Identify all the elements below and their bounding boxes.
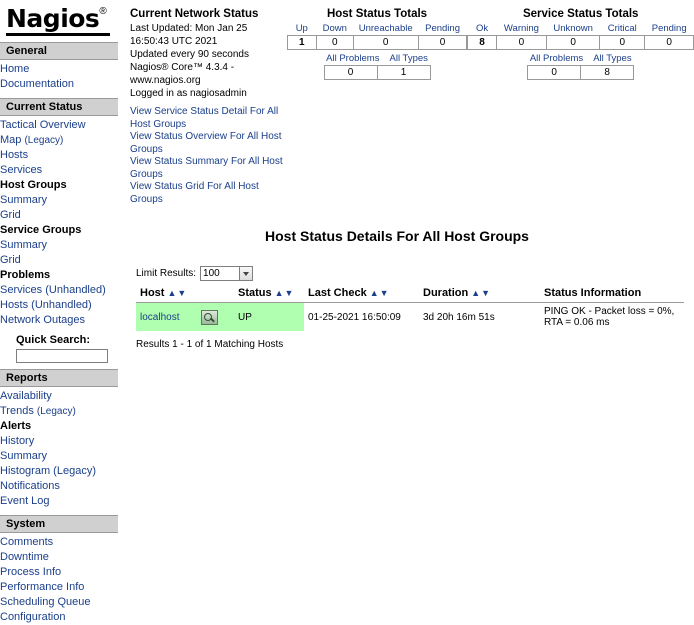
- sidebar-list-general: [0, 62, 118, 92]
- host-totals-table: [287, 23, 468, 50]
- sidebar-item-trends[interactable]: [0, 404, 118, 419]
- sidebar-item-downtime[interactable]: [0, 550, 118, 565]
- sidebar-item-tactical-overview[interactable]: [0, 118, 118, 133]
- sidebar-item-event-log-label[interactable]: Event Log: [0, 495, 50, 507]
- sidebar-item-alerts-histogram-label[interactable]: Histogram (Legacy): [0, 465, 96, 477]
- sidebar-item-alerts-label[interactable]: Alerts: [0, 420, 32, 432]
- logo-registered-mark: ®: [99, 6, 107, 17]
- sidebar-item-servicegroups-grid-label[interactable]: Grid: [0, 254, 21, 266]
- main-content: [130, 0, 694, 350]
- limit-results-input[interactable]: [200, 266, 240, 281]
- link-view-status-grid[interactable]: View Status Grid For All Host Groups: [130, 181, 259, 205]
- version-text: Nagios® Core™ 4.3.4 - www.nagios.org: [130, 62, 235, 86]
- sidebar-item-servicegroups-summary-label[interactable]: Summary: [0, 239, 48, 251]
- sidebar-item-hosts-unhandled[interactable]: [0, 298, 118, 313]
- sidebar-item-map-label[interactable]: Map: [0, 134, 22, 146]
- sidebar-section-system: System: [0, 515, 118, 533]
- sidebar-item-scheduling-queue-label[interactable]: Scheduling Queue: [0, 596, 91, 608]
- host-status-table: [136, 285, 684, 331]
- service-total-critical-value: 0: [600, 36, 645, 50]
- sidebar-item-alerts-summary[interactable]: [0, 449, 118, 464]
- sidebar-item-alerts-histogram[interactable]: [0, 464, 118, 479]
- sidebar-item-services-unhandled-label[interactable]: Services (Unhandled): [0, 284, 106, 296]
- column-header-host[interactable]: [136, 285, 234, 303]
- link-view-status-overview[interactable]: View Status Overview For All Host Groups: [130, 131, 282, 155]
- service-all-problems-count: 0: [528, 66, 581, 80]
- sidebar-item-availability-label[interactable]: Availability: [0, 390, 52, 402]
- host-totals-all-links: [287, 53, 468, 64]
- service-total-warning-value: 0: [496, 36, 546, 50]
- sidebar-item-hosts[interactable]: [0, 148, 118, 163]
- cell-status-information: PING OK - Packet loss = 0%, RTA = 0.06 ms: [540, 303, 684, 332]
- service-totals-all-links: [467, 53, 694, 64]
- sidebar-item-services[interactable]: [0, 163, 118, 178]
- quick-search-label: Quick Search:: [16, 334, 90, 346]
- host-all-types-count: 1: [377, 66, 430, 80]
- quick-search-input[interactable]: [16, 349, 108, 363]
- sort-arrows-status[interactable]: ▲▼: [274, 288, 295, 298]
- sidebar-list-reports: [0, 389, 118, 509]
- cell-duration: 3d 20h 16m 51s: [419, 303, 540, 332]
- link-view-status-summary[interactable]: View Status Summary For All Host Groups: [130, 156, 283, 180]
- link-view-service-status-detail[interactable]: View Service Status Detail For All Host Groups: [130, 106, 279, 130]
- sidebar-item-trends-legacy: (Legacy): [36, 406, 76, 417]
- sidebar-list-system: [0, 535, 118, 625]
- results-count-note: Results 1 - 1 of 1 Matching Hosts: [136, 339, 284, 350]
- sidebar-item-notifications-label[interactable]: Notifications: [0, 480, 60, 492]
- sidebar-item-notifications[interactable]: [0, 479, 118, 494]
- sidebar-item-comments[interactable]: [0, 535, 118, 550]
- host-status-totals: [287, 8, 468, 80]
- status-header-row: [130, 0, 694, 206]
- host-all-problems-count: 0: [324, 66, 377, 80]
- column-header-last-check-label: Last Check: [308, 287, 367, 299]
- sidebar-item-process-info[interactable]: [0, 565, 118, 580]
- cell-host[interactable]: [136, 303, 234, 332]
- sidebar-item-services-label[interactable]: Services: [0, 164, 43, 176]
- cell-status: UP: [234, 303, 304, 332]
- service-status-totals-title: Service Status Totals: [522, 8, 639, 20]
- sort-arrows-host[interactable]: ▲▼: [167, 288, 188, 298]
- page-title: Host Status Details For All Host Groups: [265, 228, 529, 244]
- limit-results-row: [136, 266, 694, 281]
- last-updated-text: Last Updated: Mon Jan 25 16:50:43 UTC 2021: [130, 23, 248, 47]
- sidebar-item-performance-info[interactable]: [0, 580, 118, 595]
- service-total-unknown-value: 0: [547, 36, 600, 50]
- host-status-table-body: [136, 303, 684, 332]
- sidebar-item-downtime-label[interactable]: Downtime: [0, 551, 49, 563]
- sort-arrows-last-check[interactable]: ▲▼: [369, 288, 390, 298]
- column-header-duration-label: Duration: [423, 287, 469, 299]
- current-network-status-title: Current Network Status: [130, 8, 259, 20]
- sidebar-item-host-groups-label[interactable]: Host Groups: [0, 179, 67, 191]
- sidebar-item-configuration[interactable]: [0, 610, 118, 625]
- sidebar-item-scheduling-queue[interactable]: [0, 595, 118, 610]
- sidebar-item-configuration-label[interactable]: Configuration: [0, 611, 66, 623]
- column-header-last-check[interactable]: [304, 285, 419, 303]
- sidebar-item-home-label[interactable]: Home: [0, 63, 30, 75]
- sidebar-item-documentation-label[interactable]: Documentation: [0, 78, 74, 90]
- sidebar-item-hostgroups-grid[interactable]: [0, 208, 118, 223]
- service-total-header-unknown[interactable]: Unknown: [553, 23, 593, 34]
- limit-results-label: Limit Results:: [136, 268, 197, 280]
- logged-in-text: Logged in as nagiosadmin: [130, 88, 247, 99]
- sidebar-item-alerts-history[interactable]: [0, 434, 118, 449]
- sidebar-item-documentation[interactable]: [0, 77, 118, 92]
- sidebar: [0, 0, 118, 623]
- sidebar-item-hostgroups-grid-label[interactable]: Grid: [0, 209, 21, 221]
- sidebar-item-hosts-label[interactable]: Hosts: [0, 149, 29, 161]
- service-all-types-link[interactable]: All Types: [593, 53, 632, 64]
- sidebar-item-hosts-unhandled-label[interactable]: Hosts (Unhandled): [0, 299, 92, 311]
- host-name-link[interactable]: localhost: [140, 311, 180, 323]
- sidebar-item-map-legacy: (Legacy): [24, 135, 64, 146]
- logo-text: Nagios: [6, 4, 100, 33]
- host-total-down-value: 0: [316, 36, 353, 50]
- sidebar-item-map[interactable]: [0, 133, 118, 148]
- sidebar-item-services-unhandled[interactable]: [0, 283, 118, 298]
- sidebar-item-comments-label[interactable]: Comments: [0, 536, 54, 548]
- sidebar-item-problems-label: Problems: [0, 269, 51, 281]
- service-detail-icon[interactable]: [201, 310, 218, 325]
- sidebar-item-service-groups-label[interactable]: Service Groups: [0, 224, 82, 236]
- host-all-problems-link[interactable]: All Problems: [326, 53, 380, 64]
- chevron-down-icon[interactable]: [240, 266, 253, 281]
- sidebar-item-home[interactable]: [0, 62, 118, 77]
- nagios-logo[interactable]: [0, 0, 118, 35]
- status-links: [130, 106, 287, 206]
- sidebar-item-service-groups[interactable]: [0, 223, 118, 238]
- service-all-types-count: 8: [581, 66, 634, 80]
- sidebar-item-network-outages-label[interactable]: Network Outages: [0, 314, 85, 326]
- logo-underline: [6, 33, 110, 36]
- sidebar-item-hostgroups-summary-label[interactable]: Summary: [0, 194, 48, 206]
- table-row[interactable]: [136, 303, 684, 332]
- host-total-pending-value: 0: [418, 36, 467, 50]
- service-total-pending-value: 0: [645, 36, 694, 50]
- service-total-header-pending[interactable]: Pending: [651, 23, 687, 34]
- sidebar-list-current-status: [0, 118, 118, 328]
- sidebar-item-event-log[interactable]: [0, 494, 118, 509]
- service-all-problems-link[interactable]: All Problems: [529, 53, 584, 64]
- column-header-host-label: Host: [140, 287, 165, 299]
- sidebar-item-alerts-summary-label[interactable]: Summary: [0, 450, 48, 462]
- service-totals-table: [467, 23, 694, 50]
- column-header-status-label: Status: [238, 287, 272, 299]
- service-status-totals: [467, 8, 694, 80]
- sort-arrows-duration[interactable]: ▲▼: [471, 288, 492, 298]
- sidebar-section-general: General: [0, 42, 118, 60]
- column-header-status-information: Status Information: [540, 285, 684, 303]
- host-status-totals-title: Host Status Totals: [326, 8, 428, 20]
- host-total-up-value: 1: [287, 36, 316, 50]
- service-total-header-warning[interactable]: Warning: [503, 23, 539, 34]
- sidebar-item-host-groups[interactable]: [0, 178, 118, 193]
- column-header-status[interactable]: [234, 285, 304, 303]
- sidebar-item-alerts[interactable]: [0, 419, 118, 434]
- sidebar-section-current-status: Current Status: [0, 98, 118, 116]
- host-total-header-pending[interactable]: Pending: [425, 23, 460, 34]
- host-total-header-unreachable[interactable]: Unreachable: [358, 23, 413, 34]
- update-interval-text: Updated every 90 seconds: [130, 49, 249, 60]
- sidebar-item-performance-info-label[interactable]: Performance Info: [0, 581, 85, 593]
- sidebar-item-alerts-history-label[interactable]: History: [0, 435, 35, 447]
- sidebar-item-availability[interactable]: [0, 389, 118, 404]
- sidebar-item-process-info-label[interactable]: Process Info: [0, 566, 62, 578]
- host-status-table-head: [136, 285, 684, 303]
- host-all-counts-table: [324, 65, 431, 80]
- sidebar-item-tactical-overview-label[interactable]: Tactical Overview: [0, 119, 86, 131]
- cell-last-check: 01-25-2021 16:50:09: [304, 303, 419, 332]
- host-total-header-down[interactable]: Down: [322, 23, 347, 34]
- sidebar-item-servicegroups-summary[interactable]: [0, 238, 118, 253]
- sidebar-item-hostgroups-summary[interactable]: [0, 193, 118, 208]
- sidebar-item-trends-label[interactable]: Trends: [0, 405, 34, 417]
- host-all-types-link[interactable]: All Types: [389, 53, 428, 64]
- service-total-header-critical[interactable]: Critical: [607, 23, 637, 34]
- service-total-ok-value: 8: [468, 36, 496, 50]
- service-all-counts-table: [527, 65, 634, 80]
- current-network-status: [130, 8, 287, 206]
- host-total-unreachable-value: 0: [353, 36, 418, 50]
- sidebar-section-reports: Reports: [0, 369, 118, 387]
- service-total-header-ok[interactable]: Ok: [476, 23, 489, 34]
- column-header-duration[interactable]: [419, 285, 540, 303]
- sidebar-item-servicegroups-grid[interactable]: [0, 253, 118, 268]
- host-total-header-up[interactable]: Up: [295, 23, 308, 34]
- sidebar-item-network-outages[interactable]: [0, 313, 118, 328]
- sidebar-item-problems: [0, 268, 118, 283]
